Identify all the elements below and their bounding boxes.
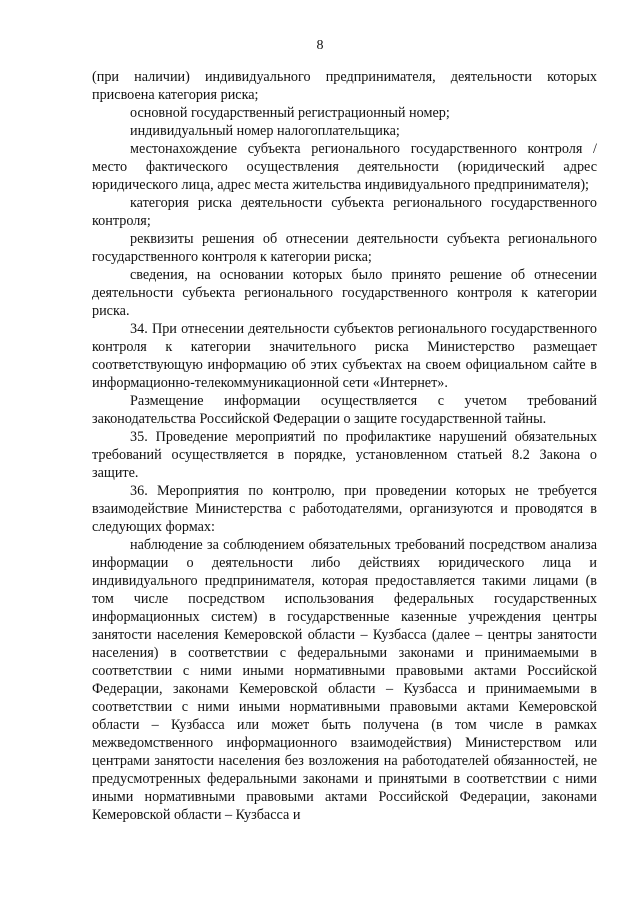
- paragraph: Размещение информации осуществляется с учетом требований законодательства Российской Федерации о защите государственной тайны.: [92, 393, 597, 427]
- paragraph: 34. При отнесении деятельности субъектов регионального государственного контроля к категории значительного риска Министерство размещает соответствующую информацию об этих субъектах на своем официальном сайте в информационно-телекоммуникационной сети «Интернет».: [92, 321, 597, 391]
- paragraph: категория риска деятельности субъекта регионального государственного контроля;: [92, 195, 597, 229]
- paragraph: наблюдение за соблюдением обязательных требований посредством анализа информации о деятельности либо действиях юридического лица и индивидуального предпринимателя, которая предоставляется такими лицами (в том числе посредством использования федеральных государственных информационных систем) в государственные казенные учреждения центры занятости населения Кемеровской области – Кузбасса (далее – центры занятости населения) в соответствии с федеральными законами и принимаемыми в соответствии с ними иными нормативными правовыми актами Российской Федерации, законами Кемеровской области – Кузбасса и принимаемыми в соответствии с ними иными нормативными правовыми актами Кемеровской области – Кузбасса или может быть получена (в том числе в рамках межведомственного информационного взаимодействия) Министерством или центрами занятости населения без возложения на работодателей обязанностей, не предусмотренных федеральными законами и принятыми в соответствии с ними иными нормативными правовыми актами Российской Федерации, законами Кемеровской области – Кузбасса и: [92, 537, 597, 823]
- paragraph: 35. Проведение мероприятий по профилактике нарушений обязательных требований осуществляется в порядке, установленном статьей 8.2 Закона о защите.: [92, 429, 597, 481]
- paragraph: 36. Мероприятия по контролю, при проведении которых не требуется взаимодействие Министерства с работодателями, организуются и проводятся в следующих формах:: [92, 483, 597, 535]
- document-body: [92, 68, 597, 824]
- paragraph: индивидуальный номер налогоплательщика;: [130, 123, 400, 139]
- paragraph: реквизиты решения об отнесении деятельности субъекта регионального государственного контроля к категории риска;: [92, 231, 597, 265]
- paragraph: местонахождение субъекта регионального государственного контроля / место фактического осуществления деятельности (юридический адрес юридического лица, адрес места жительства индивидуального предпринимателя);: [92, 141, 597, 193]
- paragraph: сведения, на основании которых было принято решение об отнесении деятельности субъекта регионального государственного контроля к категории риска.: [92, 267, 597, 319]
- paragraph: (при наличии) индивидуального предпринимателя, деятельности которых присвоена категория риска;: [92, 69, 597, 103]
- paragraph: основной государственный регистрационный номер;: [130, 105, 450, 121]
- page-number: 8: [316, 38, 324, 53]
